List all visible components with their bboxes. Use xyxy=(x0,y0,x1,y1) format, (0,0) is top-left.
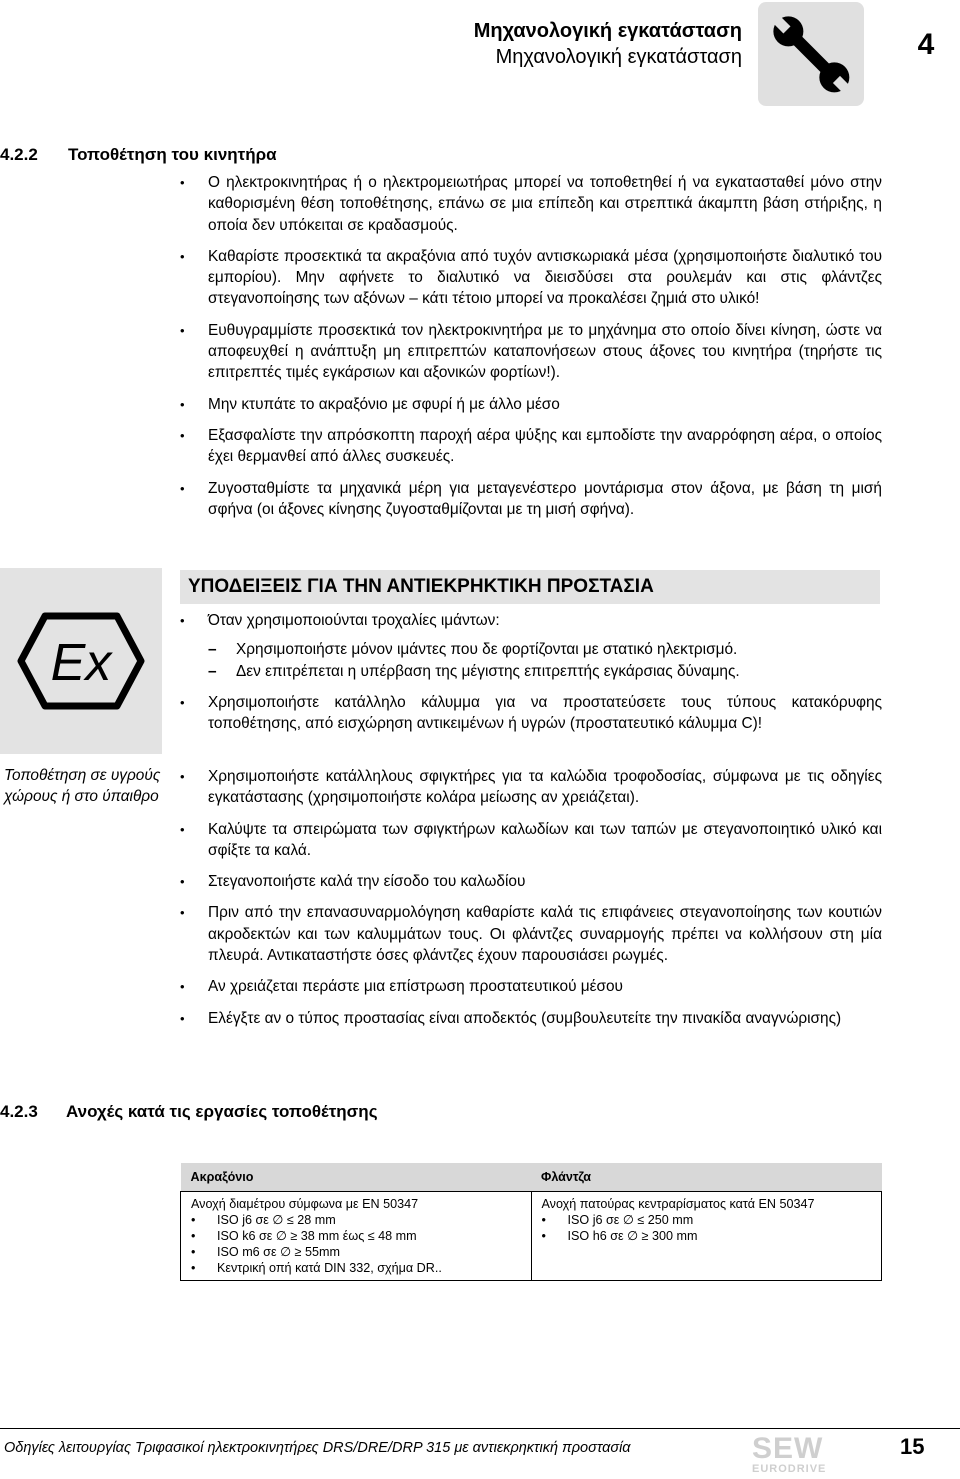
sew-logo-sub: EURODRIVE xyxy=(752,1463,827,1475)
list-item: • ISO j6 σε ∅ ≤ 28 mm xyxy=(191,1212,521,1228)
section-title: Ανοχές κατά τις εργασίες τοποθέτησης xyxy=(66,1102,378,1121)
table-header-row xyxy=(181,1163,882,1192)
header-title-bold: Μηχανολογική εγκατάσταση xyxy=(473,20,742,42)
chapter-number: 4 xyxy=(917,28,935,61)
dash-item: – Χρησιμοποιήστε μόνον ιμάντες που δε φορτίζονται με στατικό ηλεκτρισμό. xyxy=(208,639,882,660)
list-item: • Καλύψτε τα σπειρώματα των σφιγκτήρων καλωδίων και των ταπών με στεγανοποιητικό υλικό και σφίξτε τα καλά. xyxy=(180,819,882,862)
ex-hexagon-icon xyxy=(0,568,162,754)
ex-bullet-list xyxy=(180,610,882,734)
list-item: • Εξασφαλίστε την απρόσκοπτη παροχή αέρα ψύξης και εμποδίστε την αναρρόφηση αέρα, ο οποίος έχει θερμανθεί από άλλες συσκευές. xyxy=(180,425,882,468)
dash-list xyxy=(208,639,882,682)
ex-symbol-box xyxy=(0,568,162,754)
list-item: • Αν χρειάζεται περάστε μια επίστρωση προστατευτικού μέσου xyxy=(180,976,882,997)
table-row xyxy=(181,1192,882,1281)
sew-logo: SEW xyxy=(752,1432,824,1465)
list-item: • Χρησιμοποιήστε κατάλληλο κάλυμμα για να προστατεύσετε τους τύπους κατακόρυφης τοποθέτησης, από εισχώρηση αντικειμένων ή υγρών (προστατευτικό κάλυμμα C)! xyxy=(180,692,882,735)
cell-list xyxy=(191,1212,521,1276)
dash-item: – Δεν επιτρέπεται η υπέρβαση της μέγιστης επιτρεπτής εγκάρσιας δύναμης. xyxy=(208,661,882,682)
tolerance-table xyxy=(180,1163,882,1281)
list-item: • Καθαρίστε προσεκτικά τα ακραξόνια από τυχόν αντισκωριακά μέσα (χρησιμοποιήστε διαλυτικό του εμπορίου). Μην αφήνετε το διαλυτικό να διεισδύσει στα ρουλεμάν και στις φλάντζες στεγανοποίησης των αξόνων – κάτι τέτοιο μπορεί να προκαλέσει ζημιά στο υλικό! xyxy=(180,246,882,310)
table-header: Φλάντζα xyxy=(531,1163,882,1192)
table-header: Ακραξόνιο xyxy=(181,1163,532,1192)
section-4-2-2-heading xyxy=(0,145,277,165)
cell-list xyxy=(542,1212,872,1244)
list-item: • ISO h6 σε ∅ ≥ 300 mm xyxy=(542,1228,872,1244)
list-item: • ISO k6 σε ∅ ≥ 38 mm έως ≤ 48 mm xyxy=(191,1228,521,1244)
list-item: • Ο ηλεκτροκινητήρας ή ο ηλεκτρομειωτήρας μπορεί να τοποθετηθεί ή να εγκατασταθεί μόνο στην καθορισμένη θέση τοποθέτησης, επάνω σε μια επίπεδη και στρεπτικά άκαμπτη βάση στήριξης, η οποία δεν υπόκειται σε κραδασμούς. xyxy=(180,172,882,236)
ex-symbol-text: Ex xyxy=(50,634,112,692)
list-item: • Ευθυγραμμίστε προσεκτικά τον ηλεκτροκινητήρα με το μηχάνημα στο οποίο δίνει κίνηση, ώστε να αποφευχθεί η ανάπτυξη μη επιτρεπτών καταπονήσεων στους άξονες του κινητήρα (τηρήστε τις επιτρεπτές τιμές εγκάρσιων και αξονικών φορτίων!). xyxy=(180,320,882,384)
list-item: • Πριν από την επανασυναρμολόγηση καθαρίστε καλά τις επιφάνειες στεγανοποίησης των κουτιών ακροδεκτών και των καλυμμάτων τους. Οι φλάντζες συναρμογής πρέπει να κολλήσουν στη μία πλευρά. Αντικαταστήστε όσες φλάντζες έχουν παρουσιάσει ρωγμές. xyxy=(180,902,882,966)
header-title: Μηχανολογική εγκατάσταση xyxy=(495,46,742,68)
mounting-bullet-list xyxy=(180,172,882,520)
list-item: • ISO m6 σε ∅ ≥ 55mm xyxy=(191,1244,521,1260)
side-note: Τοποθέτηση σε υγρούς χώρους ή στο ύπαιθρο xyxy=(4,767,161,805)
list-item xyxy=(180,610,882,682)
list-item: • Ελέγξτε αν ο τύπος προστασίας είναι αποδεκτός (συμβουλευτείτε την πινακίδα αναγνώρισης) xyxy=(180,1008,882,1029)
table-cell xyxy=(181,1192,532,1281)
list-item: • Στεγανοποιήστε καλά την είσοδο του καλωδίου xyxy=(180,871,882,892)
list-item: • Μην κτυπάτε το ακραξόνιο με σφυρί ή με άλλο μέσο xyxy=(180,394,882,415)
section-title: Τοποθέτηση του κινητήρα xyxy=(68,145,277,164)
section-number: 4.2.3 xyxy=(0,1102,38,1121)
section-number: 4.2.2 xyxy=(0,145,38,164)
section-4-2-3-heading xyxy=(0,1102,378,1122)
footer-divider xyxy=(0,1428,960,1429)
footer-text: Οδηγίες λειτουργίας Τριφασικοί ηλεκτροκινητήρες DRS/DRE/DRP 315 με αντιεκρηκτική προστασία xyxy=(4,1440,631,1456)
list-item: • Χρησιμοποιήστε κατάλληλους σφιγκτήρες για τα καλώδια τροφοδοσίας, σύμφωνα με τις οδηγίες εγκατάστασης (χρησιμοποιήστε κολάρα μείωσης αν χρειάζεται). xyxy=(180,766,882,809)
ex-bullet-text: Όταν χρησιμοποιούνται τροχαλίες ιμάντων: xyxy=(208,612,500,629)
damp-bullet-list xyxy=(180,766,882,1029)
list-item: • Ζυγοσταθμίστε τα μηχανικά μέρη για μεταγενέστερο μοντάρισμα στον άξονα, με βάση τη μισή σφήνα (οι άξονες κίνησης ζυγοσταθμίζονται με τη μισή σφήνα). xyxy=(180,478,882,521)
table-cell xyxy=(531,1192,882,1281)
ex-section-title: ΥΠΟΔΕΙΞΕΙΣ ΓΙΑ ΤΗΝ ΑΝΤΙΕΚΡΗΚΤΙΚΗ ΠΡΟΣΤΑΣΙΑ xyxy=(180,570,880,604)
list-item: • Κεντρική οπή κατά DIN 332, σχήμα DR.. xyxy=(191,1260,521,1276)
wrench-icon xyxy=(758,2,864,106)
cell-intro: Ανοχή διαμέτρου σύμφωνα με EN 50347 xyxy=(191,1197,419,1211)
cell-intro: Ανοχή πατούρας κεντραρίσματος κατά EN 50347 xyxy=(541,1197,815,1211)
list-item: • ISO j6 σε ∅ ≤ 250 mm xyxy=(542,1212,872,1228)
header-icon-box xyxy=(758,2,864,106)
page-number: 15 xyxy=(900,1434,925,1459)
